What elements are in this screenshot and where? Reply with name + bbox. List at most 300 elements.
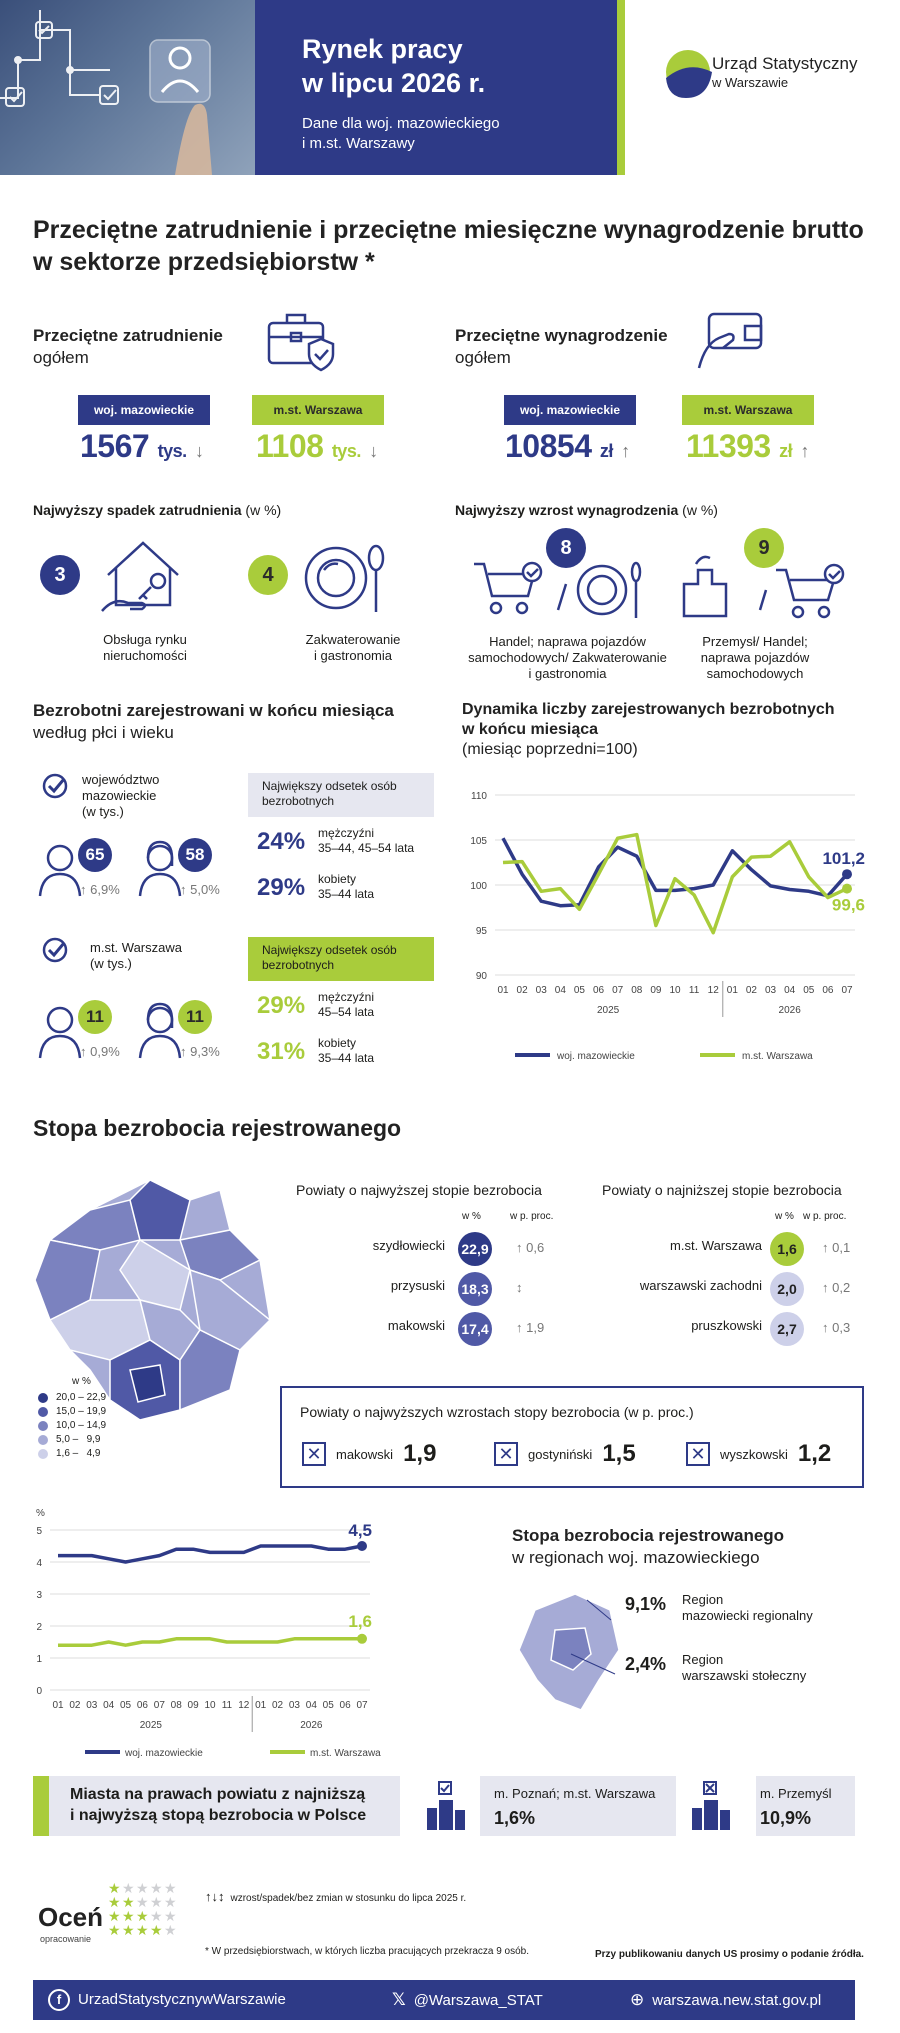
unemployed-region-men: 65 bbox=[78, 838, 112, 872]
arrow-down-icon: ↓ bbox=[369, 441, 378, 461]
growth-item-value: 1,9 bbox=[403, 1440, 437, 1467]
rate-legend-city: m.st. Warszawa bbox=[310, 1748, 381, 1759]
employment-region-number: 1567 bbox=[80, 428, 150, 464]
regions-r1-name-line1: Region bbox=[682, 1592, 724, 1607]
unemployed-city-women-desc bbox=[318, 1036, 374, 1066]
growth-item-name: wyszkowski bbox=[720, 1446, 788, 1462]
city-buildings-icon bbox=[425, 1780, 475, 1832]
arrow-up-icon: ↑ bbox=[822, 1280, 833, 1295]
arrow-up-icon: ↑ bbox=[822, 1320, 833, 1335]
growth-item bbox=[302, 1440, 436, 1468]
growth-item-value: 1,2 bbox=[797, 1440, 832, 1467]
logo bbox=[664, 48, 884, 108]
drop-item2-label bbox=[283, 632, 423, 664]
dyn-xtick: 06 bbox=[822, 985, 834, 996]
rise-item2-label-line3: samochodowych bbox=[706, 666, 804, 681]
map-legend-swatch bbox=[38, 1421, 48, 1431]
rate-xtick: 05 bbox=[119, 1700, 132, 1711]
county-name: szydłowiecki bbox=[372, 1238, 445, 1253]
facebook-icon: f bbox=[48, 1989, 70, 2011]
dyn-xtick: 12 bbox=[707, 985, 719, 996]
rate-xtick: 04 bbox=[103, 1700, 115, 1711]
county-name: m.st. Warszawa bbox=[670, 1238, 762, 1253]
wages-region-value bbox=[505, 428, 630, 465]
rate-xtick: 02 bbox=[69, 1700, 81, 1711]
unemployed-region-men-change-value: 6,9% bbox=[90, 882, 120, 897]
unemployed-region-women-change-value: 5,0% bbox=[190, 882, 220, 897]
map-legend-item bbox=[38, 1447, 106, 1461]
unemployed-region-men-desc-line1: mężczyźni bbox=[318, 826, 375, 840]
regions-r2-name-line1: Region bbox=[682, 1652, 724, 1667]
unemployed-city-women-change bbox=[180, 1044, 220, 1060]
rise-item1-label bbox=[465, 634, 670, 682]
svg-text:★: ★ bbox=[164, 1880, 177, 1896]
unemployed-city-box-line2: bezrobotnych bbox=[262, 958, 335, 972]
dynamics-title-line1: Dynamika liczby zarejestrowanych bezrobotnych bbox=[462, 701, 835, 718]
unemployed-city-men-change bbox=[80, 1044, 120, 1060]
dyn-xtick: 10 bbox=[669, 985, 681, 996]
logo-icon bbox=[664, 48, 714, 104]
lowest-col-pct: w % bbox=[775, 1211, 794, 1222]
wages-city-number: 11393 bbox=[686, 428, 771, 464]
map-legend-label: 20,0 – 22,9 bbox=[56, 1392, 107, 1403]
drop-item1-label-line2: nieruchomości bbox=[103, 648, 187, 663]
rise-title-bold: Najwyższy wzrost wynagrodzenia bbox=[455, 502, 679, 518]
dyn-ytick: 110 bbox=[471, 791, 487, 802]
header-photo bbox=[0, 0, 255, 175]
county-name: makowski bbox=[387, 1318, 445, 1333]
unemployed-city-label-line1: m.st. Warszawa bbox=[90, 940, 182, 955]
county-change bbox=[822, 1240, 850, 1256]
growth-item-name: makowski bbox=[336, 1446, 394, 1462]
unemployed-region-women-desc bbox=[318, 872, 374, 902]
dyn-xtick: 08 bbox=[631, 985, 643, 996]
dynamics-chart bbox=[455, 775, 875, 1075]
facebook-link[interactable] bbox=[48, 1988, 286, 2012]
county-change bbox=[822, 1320, 850, 1336]
employment-city-value bbox=[256, 428, 378, 465]
unemployed-city-box-line1: Największy odsetek osób bbox=[262, 943, 397, 957]
rate-xtick: 07 bbox=[153, 1700, 165, 1711]
cities-title-line1: Miasta na prawach powiatu z najniższą bbox=[70, 1786, 366, 1803]
dyn-xtick: 03 bbox=[535, 985, 547, 996]
rise-item1-label-line3: i gastronomia bbox=[528, 666, 607, 681]
svg-text:★: ★ bbox=[136, 1894, 149, 1910]
dyn-xtick: 02 bbox=[745, 985, 758, 996]
county-change-value: 0,2 bbox=[832, 1280, 851, 1295]
growth-box bbox=[280, 1386, 864, 1488]
unemployed-region-women-change bbox=[180, 882, 220, 898]
facebook-label: UrzadStatystycznywWarszawie bbox=[78, 1991, 286, 2008]
rate-xtick: 04 bbox=[305, 1700, 317, 1711]
unemployed-title-bold: Bezrobotni zarejestrowani w końcu miesiąca bbox=[33, 701, 394, 720]
arrow-up-icon: ↑ bbox=[516, 1320, 527, 1335]
arrow-up-down-icon: ↕ bbox=[516, 1280, 523, 1295]
section1-title-line1: Przeciętne zatrudnienie i przeciętne miesięczne wynagrodzenie brutto bbox=[33, 216, 864, 244]
dyn-xtick: 09 bbox=[650, 985, 662, 996]
regions-map bbox=[515, 1590, 625, 1715]
briefcase-shield-icon bbox=[265, 305, 340, 373]
dyn-legend-region: woj. mazowieckie bbox=[557, 1051, 635, 1062]
map-legend-swatch bbox=[38, 1435, 48, 1445]
dyn-xtick: 04 bbox=[554, 985, 566, 996]
dyn-xtick: 01 bbox=[726, 985, 738, 996]
county-name: warszawski zachodni bbox=[639, 1278, 762, 1293]
unemployed-city-men-desc-line1: mężczyźni bbox=[318, 990, 375, 1004]
svg-text:★: ★ bbox=[164, 1908, 177, 1924]
rate-xtick: 02 bbox=[271, 1700, 284, 1711]
checkbox-x-icon: ✕ bbox=[494, 1442, 518, 1466]
arrow-up-down-icon: ↑↓↕ bbox=[205, 1889, 225, 1904]
county-rate-badge: 22,9 bbox=[458, 1232, 492, 1266]
growth-item-name: gostyniński bbox=[528, 1446, 593, 1462]
wallet-hand-icon bbox=[695, 308, 770, 374]
rate-sub: opracowanie bbox=[40, 1934, 92, 1944]
map-legend-item bbox=[38, 1391, 106, 1405]
unemployed-region-women: 58 bbox=[178, 838, 212, 872]
highest-title: Powiaty o najwyższej stopie bezrobocia bbox=[296, 1182, 542, 1198]
unemployed-city-men-desc bbox=[318, 990, 374, 1020]
cities-high-value: 10,9% bbox=[760, 1808, 812, 1828]
wages-city-value bbox=[686, 428, 809, 465]
employment-region-unit: tys. bbox=[157, 441, 187, 461]
county-rate-badge: 17,4 bbox=[458, 1312, 492, 1346]
employment-city-unit: tys. bbox=[331, 441, 361, 461]
rate-end-point-0 bbox=[357, 1541, 367, 1551]
dyn-ytick: 100 bbox=[470, 881, 487, 892]
growth-item-value: 1,5 bbox=[602, 1440, 636, 1467]
dyn-xtick: 02 bbox=[516, 985, 528, 996]
regions-r1-name-line2: mazowiecki regionalny bbox=[682, 1608, 813, 1623]
logo-line1: Urząd Statystyczny bbox=[712, 54, 858, 73]
rate-series-line-1 bbox=[58, 1639, 362, 1645]
county-change-value: 1,9 bbox=[526, 1320, 545, 1335]
wages-region-pill: woj. mazowieckie bbox=[504, 395, 636, 425]
map-legend-items bbox=[38, 1391, 106, 1461]
svg-text:★: ★ bbox=[122, 1922, 135, 1938]
wages-city-unit: zł bbox=[779, 441, 793, 461]
dyn-xtick: 03 bbox=[764, 985, 777, 996]
map-legend-title: w % bbox=[72, 1376, 91, 1387]
county-rate-badge: 2,0 bbox=[770, 1272, 804, 1306]
wages-label bbox=[455, 325, 668, 369]
svg-text:★: ★ bbox=[150, 1908, 163, 1924]
header-subtitle-line2: i m.st. Warszawy bbox=[302, 135, 415, 152]
arrow-up-icon: ↑ bbox=[822, 1240, 833, 1255]
unemployed-region-women-desc-line1: kobiety bbox=[318, 872, 357, 886]
rate-label: Oceń bbox=[38, 1902, 104, 1932]
rate-xtick: 03 bbox=[86, 1700, 98, 1711]
rate-end-label-city: 1,6 bbox=[348, 1611, 372, 1631]
unemployed-city-label bbox=[90, 940, 182, 972]
unemployed-city-men-pct: 29% bbox=[257, 992, 306, 1019]
house-key-icon bbox=[98, 535, 188, 620]
map-legend-label: 5,0 – 9,9 bbox=[56, 1434, 101, 1445]
map-legend-item bbox=[38, 1419, 106, 1433]
drop-title-rest: (w %) bbox=[241, 502, 282, 518]
wages-city-pill: m.st. Warszawa bbox=[682, 395, 814, 425]
svg-text:★: ★ bbox=[150, 1880, 163, 1896]
regions-title-bold: Stopa bezrobocia rejestrowanego bbox=[512, 1526, 785, 1545]
svg-text:★: ★ bbox=[150, 1894, 163, 1910]
dyn-legend-city: m.st. Warszawa bbox=[742, 1051, 813, 1062]
unemployed-region-men-desc-line2: 35–44, 45–54 lata bbox=[318, 841, 415, 855]
unemployed-region-label-line1: województwo bbox=[82, 772, 160, 787]
county-change bbox=[516, 1320, 544, 1336]
dyn-series-line-0 bbox=[503, 838, 847, 906]
dyn-ytick: 95 bbox=[475, 926, 487, 937]
employment-city-number: 1108 bbox=[256, 428, 324, 464]
unemployed-city-women-desc-line2: 35–44 lata bbox=[318, 1051, 375, 1065]
rate-xtick: 01 bbox=[255, 1700, 267, 1711]
rate-ytick: 2 bbox=[36, 1622, 42, 1633]
web-label: warszawa.new.stat.gov.pl bbox=[652, 1992, 822, 2009]
regions-r2-name-line2: warszawski stołeczny bbox=[682, 1668, 807, 1683]
growth-item bbox=[686, 1440, 831, 1468]
dyn-xtick: 07 bbox=[841, 985, 853, 996]
rate-ytick: 1 bbox=[36, 1654, 42, 1665]
rate-legend-region: woj. mazowieckie bbox=[125, 1748, 203, 1759]
rate-xtick: 09 bbox=[187, 1700, 199, 1711]
rate-xtick: 03 bbox=[288, 1700, 301, 1711]
dyn-xtick: 05 bbox=[803, 985, 815, 996]
cities-title bbox=[70, 1784, 366, 1826]
dyn-xtick: 05 bbox=[573, 985, 586, 996]
rate-xtick: 05 bbox=[322, 1700, 334, 1711]
header-accent-bar bbox=[617, 0, 625, 175]
rise-item1-label-line1: Handel; naprawa pojazdów bbox=[489, 634, 646, 649]
svg-text:★: ★ bbox=[108, 1894, 121, 1910]
source-note: Przy publikowaniu danych US prosimy o podanie źródła. bbox=[595, 1949, 864, 1960]
growth-title: Powiaty o najwyższych wzrostach stopy bezrobocia (w p. proc.) bbox=[300, 1404, 694, 1420]
rate-ytick: 5 bbox=[36, 1526, 42, 1537]
county-rate-badge: 2,7 bbox=[770, 1312, 804, 1346]
globe-icon: ⊕ bbox=[630, 1990, 645, 2009]
dyn-xtick: 07 bbox=[612, 985, 624, 996]
rise-item1-badge: 8 bbox=[546, 528, 586, 568]
employment-label-bold: Przeciętne zatrudnienie bbox=[33, 326, 223, 345]
county-rate-badge: 1,6 bbox=[770, 1232, 804, 1266]
map-legend bbox=[38, 1375, 106, 1461]
rate-xtick: 06 bbox=[136, 1700, 149, 1711]
wages-label-rest: ogółem bbox=[455, 348, 511, 367]
rate-ylabel: % bbox=[36, 1508, 45, 1519]
map-legend-swatch bbox=[38, 1449, 48, 1459]
dyn-xtick: 11 bbox=[688, 985, 700, 996]
arrow-up-icon: ↑ bbox=[800, 441, 810, 461]
drop-item1-label-line1: Obsługa rynku bbox=[103, 632, 187, 647]
rate-xtick: 07 bbox=[356, 1700, 368, 1711]
unemployed-region-label-line2: mazowieckie bbox=[82, 788, 157, 803]
logo-line2: w Warszawie bbox=[712, 75, 789, 90]
dyn-year1: 2025 bbox=[596, 1005, 620, 1016]
unemployed-city-men: 11 bbox=[78, 1000, 112, 1034]
dyn-year2: 2026 bbox=[778, 1005, 801, 1016]
rise-item2-label-line1: Przemysł/ Handel; bbox=[702, 634, 808, 649]
footnote: * W przedsiębiorstwach, w których liczba pracujących przekracza 9 osób. bbox=[205, 1946, 530, 1957]
dynamics-title-line2: w końcu miesiąca bbox=[462, 721, 599, 738]
legend-arrows bbox=[205, 1890, 466, 1906]
unemployed-region-men-change bbox=[80, 882, 120, 898]
rise-title bbox=[455, 502, 718, 518]
rise-title-rest: (w %) bbox=[678, 502, 718, 518]
rate-xtick: 11 bbox=[221, 1700, 233, 1711]
map-legend-label: 15,0 – 19,9 bbox=[56, 1406, 107, 1417]
rate-end-point-1 bbox=[357, 1634, 367, 1644]
unemployed-region-label-line3: (w tys.) bbox=[82, 804, 124, 819]
svg-text:★: ★ bbox=[164, 1922, 177, 1938]
arrow-up-icon: ↑ bbox=[80, 882, 91, 897]
factory-cart-icon bbox=[680, 540, 850, 625]
dyn-xtick: 04 bbox=[784, 985, 796, 996]
drop-item1-label bbox=[75, 632, 215, 664]
rating-stars-icon bbox=[108, 1880, 188, 1940]
rate-widget[interactable] bbox=[38, 1880, 198, 1950]
svg-text:★: ★ bbox=[122, 1894, 135, 1910]
unemployed-city-women-pct: 31% bbox=[257, 1038, 306, 1065]
header-title-line1: Rynek pracy bbox=[302, 34, 463, 64]
rise-item2-badge: 9 bbox=[744, 528, 784, 568]
unemployed-city-men-desc-line2: 45–54 lata bbox=[318, 1005, 375, 1019]
rate-xtick: 06 bbox=[339, 1700, 351, 1711]
dynamics-title-line3: (miesiąc poprzedni=100) bbox=[462, 741, 638, 758]
unemployed-city-women-desc-line1: kobiety bbox=[318, 1036, 357, 1050]
svg-text:★: ★ bbox=[136, 1922, 149, 1938]
map-legend-swatch bbox=[38, 1393, 48, 1403]
county-change-value: 0,3 bbox=[832, 1320, 851, 1335]
header-photo-graphic bbox=[0, 0, 255, 175]
section1-title bbox=[33, 214, 883, 278]
svg-text:★: ★ bbox=[108, 1908, 121, 1924]
rate-ytick: 3 bbox=[36, 1590, 42, 1601]
wages-region-unit: zł bbox=[599, 441, 613, 461]
unemployed-region-women-pct: 29% bbox=[257, 874, 306, 901]
regions-r1-name bbox=[682, 1592, 813, 1624]
web-link[interactable] bbox=[630, 1988, 821, 2013]
drop-item2-badge: 4 bbox=[248, 555, 288, 595]
lowest-col-pp: w p. proc. bbox=[803, 1211, 847, 1222]
regions-r2-name bbox=[682, 1652, 806, 1684]
cities-accent bbox=[33, 1776, 49, 1836]
arrow-down-icon: ↓ bbox=[195, 441, 204, 461]
employment-region-pill: woj. mazowieckie bbox=[78, 395, 210, 425]
arrow-up-icon: ↑ bbox=[621, 441, 630, 461]
unemployed-city-box bbox=[248, 937, 434, 981]
dyn-series-line-1 bbox=[503, 835, 847, 933]
rate-xtick: 12 bbox=[238, 1700, 250, 1711]
regions-title-rest: w regionach woj. mazowieckiego bbox=[512, 1548, 760, 1567]
section1-title-line2: w sektorze przedsiębiorstw * bbox=[33, 248, 375, 276]
rate-end-label-region: 4,5 bbox=[348, 1521, 372, 1540]
svg-text:★: ★ bbox=[136, 1880, 149, 1896]
unemployed-city-women-change-value: 9,3% bbox=[190, 1044, 220, 1059]
svg-text:★: ★ bbox=[136, 1908, 149, 1924]
dyn-end-label-region: 101,2 bbox=[822, 849, 865, 869]
rate-ytick: 0 bbox=[36, 1686, 42, 1697]
unemployed-region-men-desc bbox=[318, 826, 414, 856]
x-icon: 𝕏 bbox=[392, 1990, 406, 2009]
svg-text:★: ★ bbox=[164, 1894, 177, 1910]
cities-high-name: m. Przemyśl bbox=[760, 1786, 832, 1801]
cities-low-name: m. Poznań; m.st. Warszawa bbox=[494, 1786, 656, 1801]
county-change bbox=[516, 1280, 523, 1296]
regions-title bbox=[512, 1525, 784, 1569]
rate-series-line-0 bbox=[58, 1546, 362, 1562]
rate-year1: 2025 bbox=[139, 1720, 163, 1731]
check-circle-icon bbox=[42, 937, 68, 963]
rate-year2: 2026 bbox=[300, 1720, 323, 1731]
dyn-end-label-city: 99,6 bbox=[831, 895, 865, 915]
unemployed-city-men-change-value: 0,9% bbox=[90, 1044, 120, 1059]
rate-line-chart bbox=[25, 1500, 400, 1760]
dyn-xtick: 06 bbox=[592, 985, 605, 996]
checkbox-x-icon: ✕ bbox=[302, 1442, 326, 1466]
dyn-end-point-1 bbox=[842, 884, 852, 894]
unemployed-region-box-line1: Największy odsetek osób bbox=[262, 779, 397, 793]
dyn-end-point-0 bbox=[842, 869, 852, 879]
rate-xtick: 01 bbox=[52, 1700, 64, 1711]
drop-item2-label-line1: Zakwaterowanie bbox=[305, 632, 401, 647]
cities-low-value: 1,6% bbox=[494, 1808, 536, 1828]
highest-col-pct: w % bbox=[462, 1211, 481, 1222]
county-name: pruszkowski bbox=[691, 1318, 762, 1333]
map-legend-item bbox=[38, 1433, 106, 1447]
unemployed-title bbox=[33, 700, 394, 744]
county-change-value: 0,6 bbox=[526, 1240, 545, 1255]
check-circle-icon bbox=[42, 773, 68, 799]
header-subtitle-line1: Dane dla woj. mazowieckiego bbox=[302, 115, 500, 132]
regions-r1-value: 9,1% bbox=[625, 1594, 667, 1614]
unemployed-region-women-desc-line2: 35–44 lata bbox=[318, 887, 375, 901]
dyn-ytick: 90 bbox=[475, 971, 487, 982]
rate-xtick: 10 bbox=[204, 1700, 216, 1711]
wages-label-bold: Przeciętne wynagrodzenie bbox=[455, 326, 668, 345]
rate-ytick: 4 bbox=[36, 1558, 42, 1569]
county-name: przysuski bbox=[390, 1278, 445, 1293]
county-change bbox=[822, 1280, 850, 1296]
svg-text:★: ★ bbox=[150, 1922, 163, 1938]
drop-title bbox=[33, 502, 281, 518]
dyn-xtick: 01 bbox=[497, 985, 509, 996]
plate-spoon-icon bbox=[300, 540, 390, 620]
arrow-up-icon: ↑ bbox=[180, 1044, 191, 1059]
unemployed-region-box bbox=[248, 773, 434, 817]
county-rate-badge: 18,3 bbox=[458, 1272, 492, 1306]
svg-text:★: ★ bbox=[122, 1880, 135, 1896]
employment-label-rest: ogółem bbox=[33, 348, 89, 367]
map-legend-item bbox=[38, 1405, 106, 1419]
arrow-up-icon: ↑ bbox=[80, 1044, 91, 1059]
unemployed-region-label bbox=[82, 772, 159, 820]
header-title-line2: w lipcu 2026 r. bbox=[302, 68, 486, 98]
dyn-ytick: 105 bbox=[470, 836, 487, 847]
map-legend-label: 1,6 – 4,9 bbox=[56, 1448, 101, 1459]
drop-title-bold: Najwyższy spadek zatrudnienia bbox=[33, 502, 242, 518]
regions-r2-value: 2,4% bbox=[625, 1654, 667, 1674]
header-subtitle bbox=[302, 114, 500, 154]
header-title bbox=[302, 32, 485, 100]
city-buildings-x-icon bbox=[690, 1780, 740, 1832]
rise-item1-label-line2: samochodowych/ Zakwaterowanie bbox=[468, 650, 667, 665]
rise-item2-label-line2: naprawa pojazdów bbox=[700, 650, 810, 665]
svg-text:★: ★ bbox=[122, 1908, 135, 1924]
x-label: @Warszawa_STAT bbox=[413, 1992, 543, 2009]
map-legend-swatch bbox=[38, 1407, 48, 1417]
employment-city-pill: m.st. Warszawa bbox=[252, 395, 384, 425]
county-change bbox=[516, 1240, 544, 1256]
drop-item1-badge: 3 bbox=[40, 555, 80, 595]
x-link[interactable] bbox=[392, 1988, 543, 2013]
